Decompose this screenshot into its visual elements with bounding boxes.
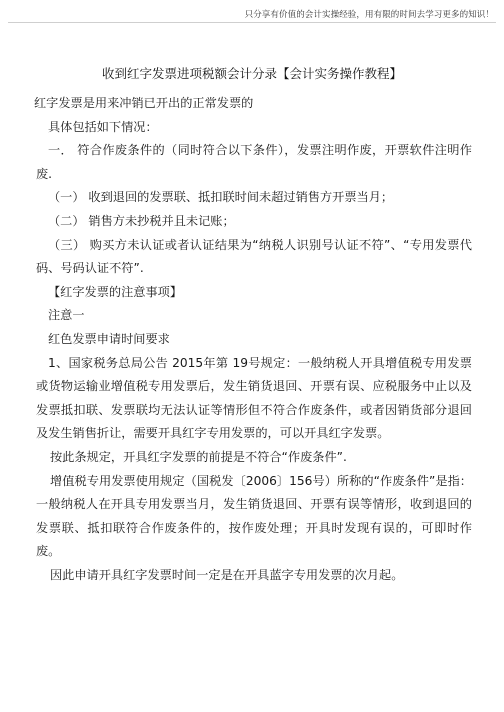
note-subheading: 红色发票申请时间要求 bbox=[48, 331, 170, 346]
header-note: 只分享有价值的会计实操经验，用有限的时间去学习更多的知识！ bbox=[244, 10, 494, 20]
paragraph-intro: 红字发票是用来冲销已开出的正常发票的 bbox=[34, 96, 254, 110]
paragraph-list-intro: 具体包括如下情况： bbox=[48, 119, 158, 134]
paragraph-interpretation: 按此条规定，开具红字发票的前提是不符合“作废条件”. bbox=[50, 449, 347, 464]
list-item-one: （一） 收到退回的发票联、抵扣联时间未超过销售方开票当月； bbox=[48, 190, 394, 205]
list-item-two: （二） 销售方未抄税并且未记账； bbox=[48, 213, 235, 228]
note-label: 注意一 bbox=[48, 308, 85, 323]
page-title: 收到红字发票进项税额会计分录【会计实务操作教程】 bbox=[101, 66, 402, 81]
paragraph-condition-one: 一． 符合作废条件的（同时符合以下条件），发票注明作废，开票软件注明作废. bbox=[36, 143, 472, 181]
document-body bbox=[36, 92, 472, 587]
header-divider bbox=[8, 22, 496, 23]
list-item-three: （三） 购买方未认证或者认证结果为“纳税人识别号认证不符”、“专用发票代码、号码认证不符”. bbox=[36, 237, 472, 276]
paragraph-conclusion: 因此申请开具红字发票时间一定是在开具蓝字专用发票的次月起。 bbox=[50, 567, 404, 582]
paragraph-void-conditions: 增值税专用发票使用规定（国税发〔2006〕156号）所称的“作废条件”是指： 一般纳税人在开具专用发票当月，发生销货退回、开票有误等情形，收到退回的发票联、抵扣联符合作废条件的，按作废处理；开具时发现有误的，可即时作废。 bbox=[36, 473, 472, 559]
section-heading: 【红字发票的注意事项】 bbox=[48, 284, 183, 299]
paragraph-rule-one: 1、国家税务总局公告 2015年第 19号规定：一般纳税人开具增值税专用发票或货物运输业增值税专用发票后，发生销货退回、开票有误、应税服务中止以及发票抵扣联、发票联均无法认证等情形但不符合作废条件，或者因销货部分退回及发生销售折让，需要开具红字专用发票的，可以开具红字发票。 bbox=[36, 355, 472, 441]
